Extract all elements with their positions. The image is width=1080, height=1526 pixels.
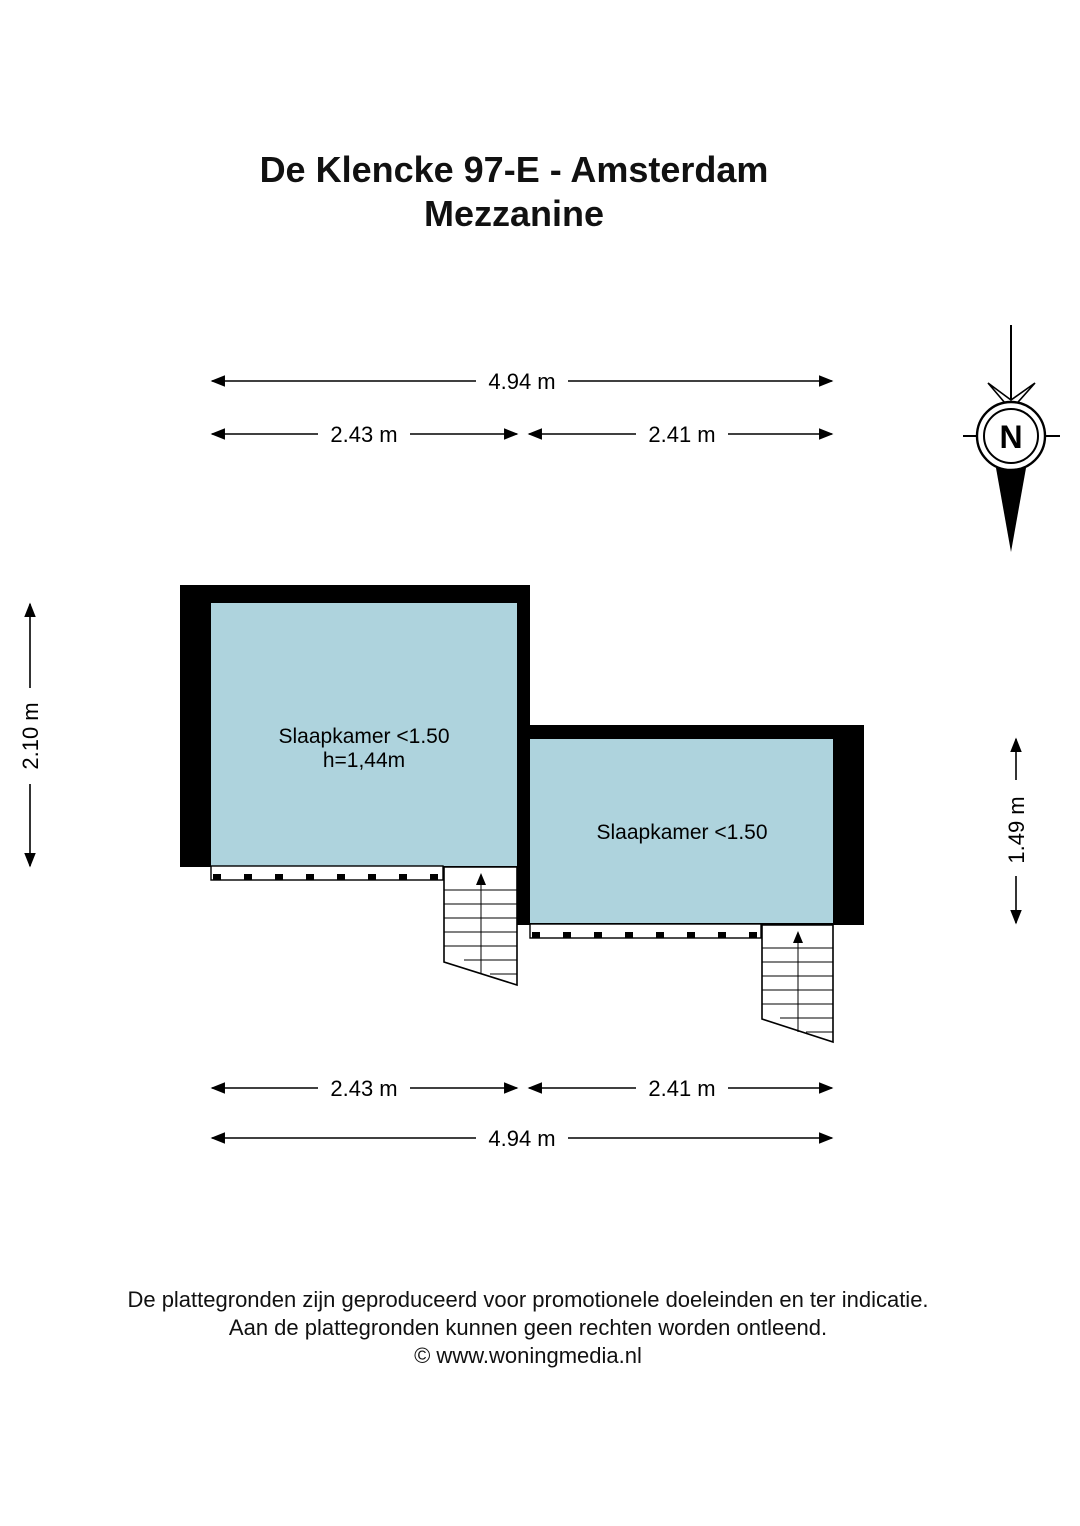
copyright-line: © www.woningmedia.nl — [414, 1343, 642, 1368]
room-label: Slaapkamer <1.50 — [596, 821, 768, 844]
dimension-label: 2.43 m — [330, 422, 398, 447]
dimension-bottom-right — [529, 1076, 832, 1101]
room-bedroom-2 — [530, 739, 833, 923]
dimension-label: 2.43 m — [330, 1076, 398, 1101]
disclaimer-line-2: Aan de plattegronden kunnen geen rechten worden ontleend. — [228, 1315, 828, 1340]
staircase-2 — [762, 925, 833, 1042]
dimension-label: 2.41 m — [648, 1076, 716, 1101]
dimension-top-left — [212, 422, 517, 447]
room-label: Slaapkamer <1.50 — [278, 725, 450, 748]
dimension-label: 4.94 m — [488, 1126, 556, 1151]
room-bedroom-1 — [211, 603, 517, 866]
balustrade-2 — [530, 924, 761, 938]
plan-title: De Klencke 97-E - Amsterdam — [259, 149, 769, 190]
balustrade-1 — [211, 866, 443, 880]
staircase-1 — [444, 867, 517, 985]
dimension-label: 1.49 m — [1004, 796, 1029, 864]
dimension-left-height — [18, 604, 43, 866]
dimension-label: 4.94 m — [488, 369, 556, 394]
dimension-top-right — [529, 422, 832, 447]
dimension-label: 2.41 m — [648, 422, 716, 447]
floor-subtitle: Mezzanine — [423, 193, 605, 234]
compass-label: N — [999, 419, 1023, 455]
dimension-bottom-total — [212, 1126, 832, 1151]
room-height-note: h=1,44m — [322, 749, 406, 772]
disclaimer-line-1: De plattegronden zijn geproduceerd voor promotionele doeleinden en ter indicatie. — [127, 1287, 929, 1312]
dimension-right-height — [1004, 739, 1029, 923]
dimension-top-total — [212, 369, 832, 394]
dimension-label: 2.10 m — [18, 702, 43, 770]
north-arrow-icon — [963, 325, 1060, 552]
dimension-bottom-left — [212, 1076, 517, 1101]
